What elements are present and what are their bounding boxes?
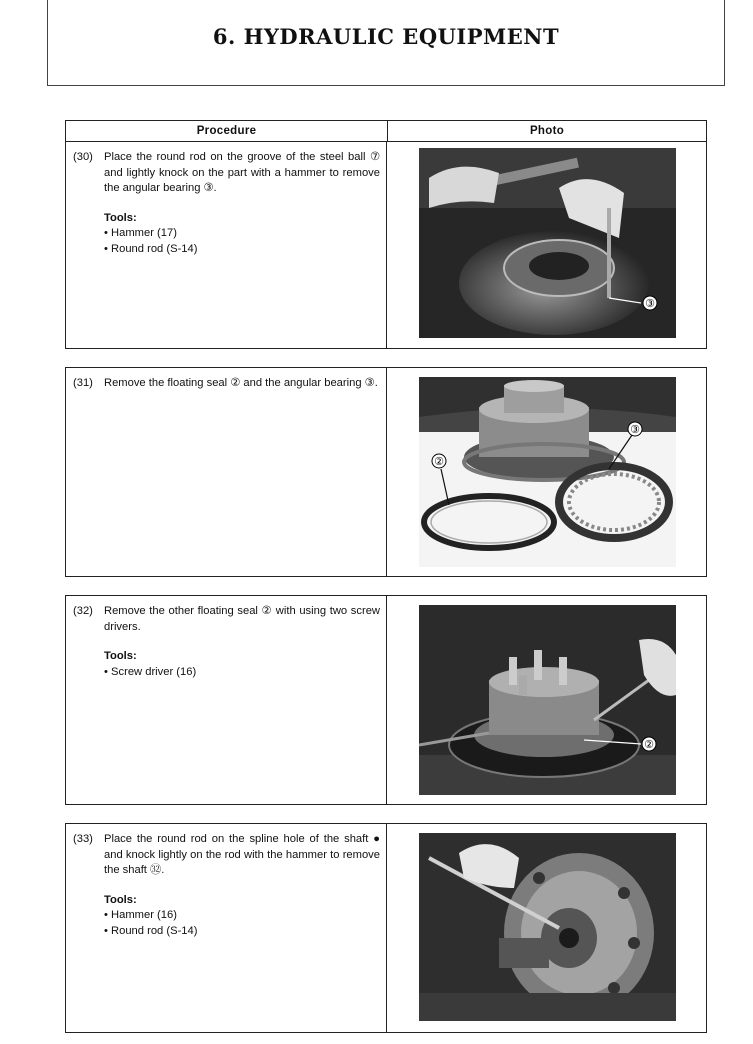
step-text: Remove the floating seal ② and the angular bearing ③. xyxy=(104,377,378,389)
step-30 xyxy=(65,141,707,349)
step-procedure xyxy=(66,596,387,804)
step-number: (32) xyxy=(73,605,93,617)
step-number: (31) xyxy=(73,377,93,389)
callout-label: ② xyxy=(434,456,444,468)
table-header xyxy=(65,120,707,142)
step-procedure xyxy=(66,368,387,576)
photo-screw-drivers xyxy=(419,605,676,795)
callout-label: ② xyxy=(644,739,654,751)
step-photo-cell xyxy=(387,142,706,348)
tools-list xyxy=(104,211,380,258)
title-box xyxy=(47,0,725,86)
tool-item: • Hammer (17) xyxy=(104,226,380,242)
step-text: Place the round rod on the groove of the steel ball ⑦ and lightly knock on the part with a hammer to remove the angular bearing ③. xyxy=(104,151,380,194)
tool-item: • Round rod (S-14) xyxy=(104,924,380,940)
photo-seal-bearing xyxy=(419,377,676,567)
step-31 xyxy=(65,367,707,577)
step-procedure xyxy=(66,824,387,1032)
step-photo-cell xyxy=(387,824,706,1032)
step-33 xyxy=(65,823,707,1033)
tools-heading: Tools: xyxy=(104,893,137,906)
tools-heading: Tools: xyxy=(104,211,137,224)
tool-item: • Round rod (S-14) xyxy=(104,242,380,258)
step-number: (33) xyxy=(73,833,93,845)
header-photo: Photo xyxy=(529,125,565,137)
tools-list xyxy=(104,893,380,940)
step-number: (30) xyxy=(73,151,93,163)
step-photo-cell xyxy=(387,596,706,804)
tools-heading: Tools: xyxy=(104,650,137,662)
step-procedure xyxy=(66,142,387,348)
tools-list xyxy=(104,649,380,680)
tool-item: • Hammer (16) xyxy=(104,908,380,924)
step-text: Place the round rod on the spline hole of the shaft ● and knock lightly on the rod with the hammer to remove the shaft ㉜. xyxy=(104,833,380,876)
callout-label: ③ xyxy=(645,298,655,310)
photo-shaft-removal xyxy=(419,833,676,1021)
step-text: Remove the other floating seal ② with using two screw drivers. xyxy=(104,605,380,633)
page-title: 6. HYDRAULIC EQUIPMENT xyxy=(212,24,560,49)
step-photo-cell xyxy=(387,368,706,576)
tool-item: • Screw driver (16) xyxy=(104,665,380,681)
photo-hammer-bearing xyxy=(419,148,676,338)
step-32 xyxy=(65,595,707,805)
callout-label: ③ xyxy=(630,424,640,436)
header-procedure: Procedure xyxy=(66,121,388,141)
